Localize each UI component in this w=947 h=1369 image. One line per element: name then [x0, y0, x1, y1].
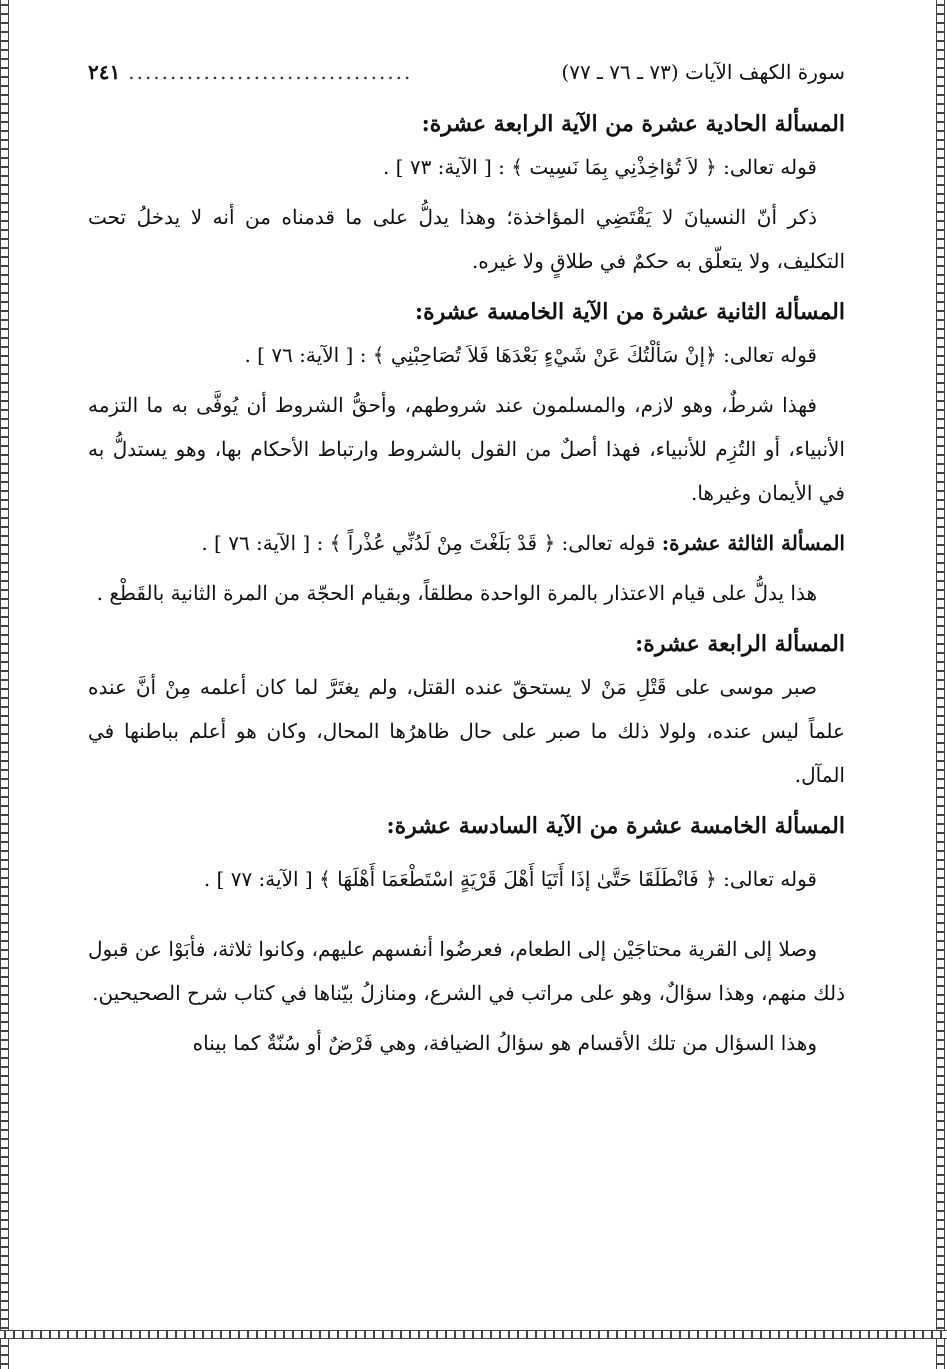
- section-with-quote: [88, 521, 845, 565]
- body-paragraph: وصلا إلى القرية محتاجَيْن إلى الطعام، فعرضُوا أنفسهم عليهم، وكانوا ثلاثة، فأبَوْا عن قبول ذلك منهم، وهذا سؤالٌ، وهو على مراتب في الشرع، ومنازلُ بيّناها في كتاب شرح الصحيحين.: [88, 937, 845, 1005]
- quran-quote-paragraph: قوله تعالى: ﴿إنْ سَألْتُكَ عَنْ شَيْءٍ بَعْدَهَا فَلاَ تُصَاحِبْنِي ﴾ : [ الآية: ٧٦ ] .: [244, 343, 817, 367]
- quran-quote-paragraph: قوله تعالى: ﴿ فَانْطَلَقَا حَتَّىٰ إذَا أَتَيَا أَهْلَ قَرْيَةٍ اسْتَطْعَمَا أَهْلَهَا ﴾ [ الآية: ٧٧ ] .: [203, 867, 817, 891]
- spacer: [88, 901, 845, 921]
- section-heading: المسألة الرابعة عشرة:: [635, 631, 845, 657]
- header-title: سورة الكهف الآيات (٧٣ ـ ٧٦ ـ ٧٧): [561, 60, 845, 84]
- body-paragraph: فهذا شرطٌ، وهو لازم، والمسلمون عند شروطهم، وأحقُّ الشروط أن يُوفَّى به ما التزمه الأنبياء، أو التُزِم للأنبياء، فهذا أصلٌ من القول بالشروط وارتباط الأحكام بها، وهو يستدلُّ به في الأيمان وغيرها.: [88, 393, 845, 505]
- section-heading: المسألة الثانية عشرة من الآية الخامسة عشرة:: [414, 299, 845, 325]
- quran-quote-paragraph: قوله تعالى: ﴿ لاَ تُؤاخِذْنِي بِمَا نَسِيت ﴾ : [ الآية: ٧٣ ] .: [382, 155, 817, 179]
- left-border-ornament: [0, 0, 9, 1369]
- body-paragraph: ذكر أنّ النسيانَ لا يَقْتَضِي المؤاخذة؛ وهذا يدلُّ على ما قدمناه من أنه لا يدخلُ تحت التكليف، ولا يتعلّق به حكمٌ في طلاقٍ ولا غيره.: [88, 205, 845, 273]
- body-paragraph: وهذا السؤال من تلك الأقسام هو سؤالُ الضيافة، وهي فَرْضٌ أو سُنّةٌ كما بيناه: [192, 1031, 817, 1055]
- page-number: ٢٤١: [88, 60, 121, 84]
- bottom-border-ornament: [0, 1330, 947, 1339]
- section-heading: المسألة الخامسة عشرة من الآية السادسة عشرة:: [386, 813, 845, 839]
- page-content: [88, 60, 845, 1065]
- quran-quote: قوله تعالى: ﴿ قَدْ بَلَغْتَ مِنْ لَدُنِّي عُذْراً ﴾ : [ الآية: ٧٦ ] .: [201, 531, 656, 555]
- section-heading: المسألة الحادية عشرة من الآية الرابعة عشرة:: [421, 111, 845, 137]
- running-header: [88, 60, 845, 95]
- header-leader-dots: ..................................: [128, 60, 413, 84]
- body-paragraph: صبر موسى على قَتْلِ مَنْ لا يستحقّ عنده القتل، ولم يغتَرَّ لما كان أعلمه مِنْ أنَّ عنده علماً ليس عنده، ولولا ذلك ما صبر على حال ظاهرُها المحال، وكان هو أعلم بباطنها في المآل.: [88, 675, 845, 787]
- inline-section-heading: المسألة الثالثة عشرة:: [661, 531, 845, 555]
- body-paragraph: هذا يدلُّ على قيام الاعتذار بالمرة الواحدة مطلقاً، وبقيام الحجّة من المرة الثانية بالقَطْع .: [96, 581, 817, 605]
- right-border-ornament: [936, 0, 945, 1369]
